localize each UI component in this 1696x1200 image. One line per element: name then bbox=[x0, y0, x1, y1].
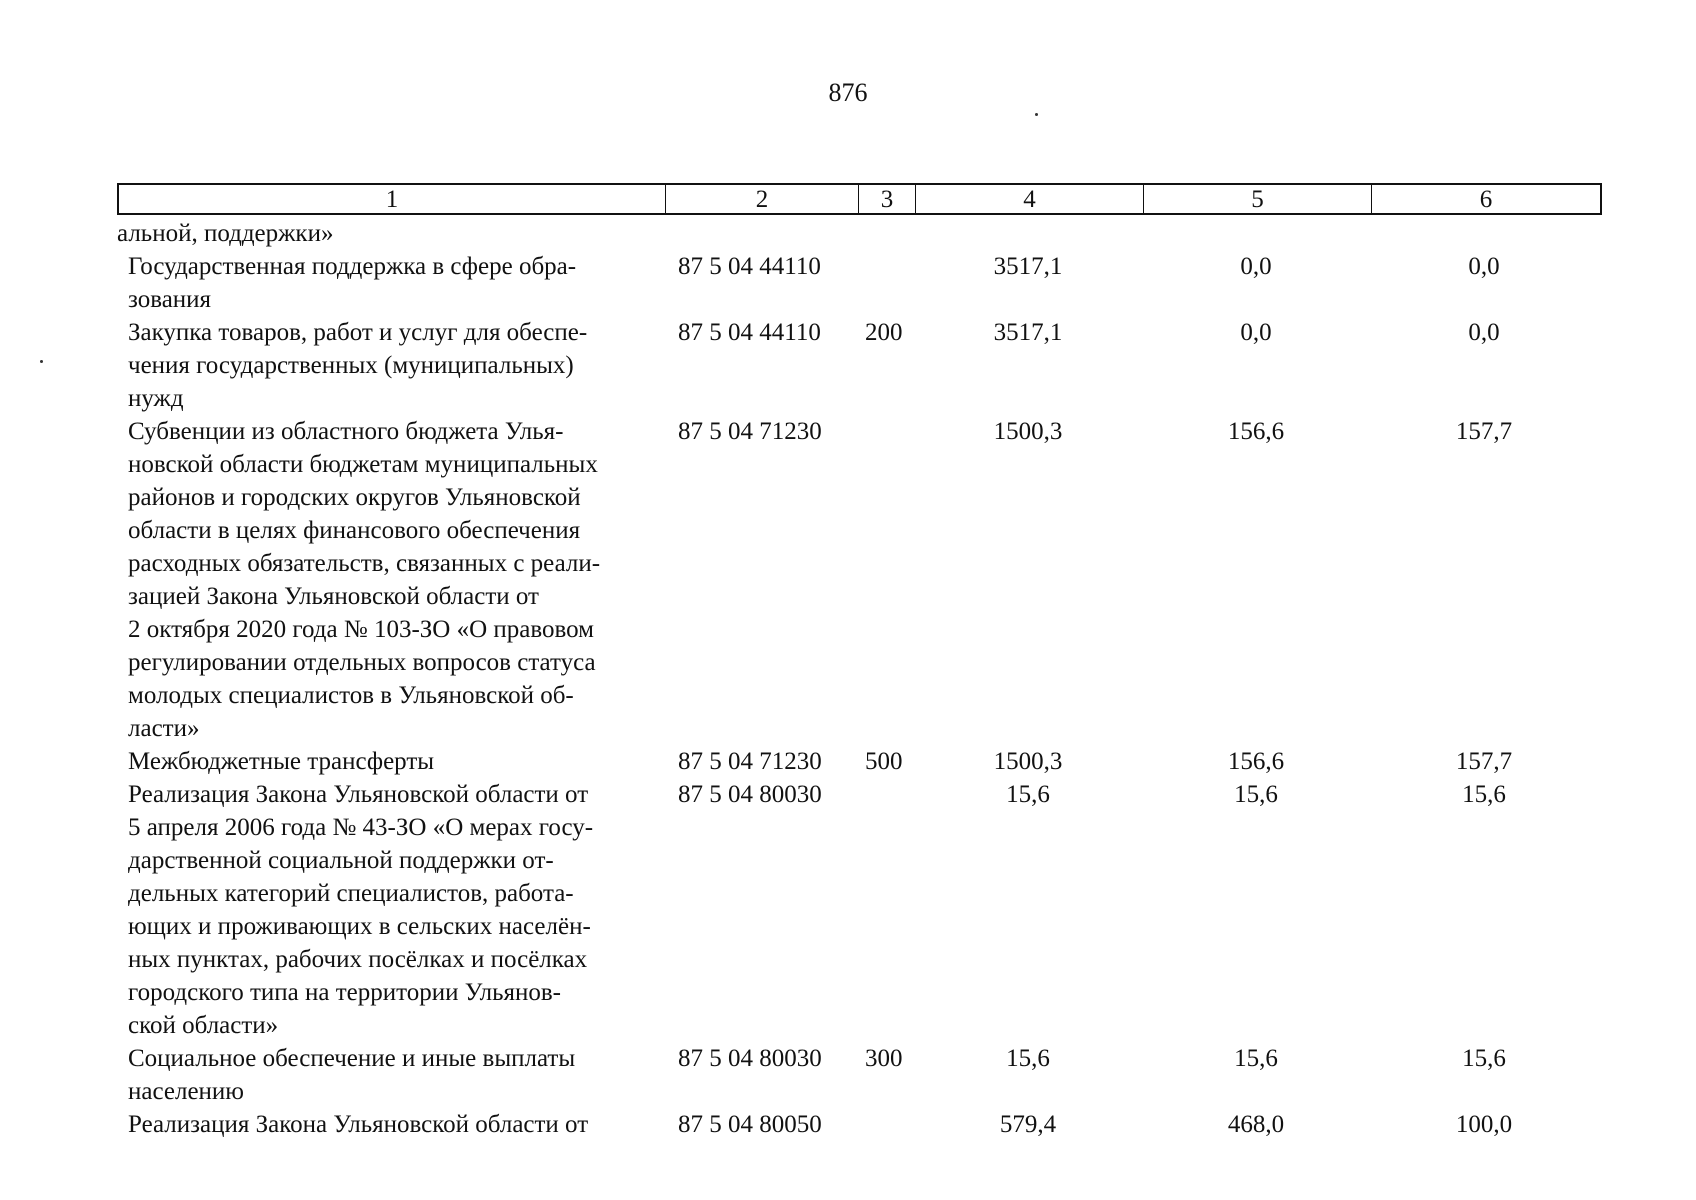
row-name-line: дарственной социальной поддержки от- bbox=[128, 847, 554, 874]
table-header bbox=[117, 183, 1602, 215]
row-code: 87 5 04 71230 bbox=[678, 748, 822, 775]
row-value-col6: 15,6 bbox=[1462, 1045, 1506, 1072]
table-row bbox=[117, 778, 1602, 1042]
row-name-line: 2 октября 2020 года № 103-ЗО «О правовом bbox=[128, 616, 595, 643]
row-name bbox=[117, 415, 664, 745]
row-name bbox=[117, 217, 653, 250]
row-name-line: зования bbox=[128, 286, 212, 313]
row-name-line: Реализация Закона Ульяновской области от bbox=[128, 1111, 589, 1138]
row-expense-type bbox=[857, 1108, 914, 1141]
row-name-line: области в целях финансового обеспечения bbox=[128, 517, 581, 544]
table-body bbox=[117, 217, 1602, 1141]
row-value-col4: 1500,3 bbox=[993, 418, 1063, 445]
row-name bbox=[117, 316, 664, 415]
table-row bbox=[117, 415, 1602, 745]
row-code: 87 5 04 80050 bbox=[678, 1111, 822, 1138]
row-name-line: Межбюджетные трансферты bbox=[128, 748, 435, 775]
row-expense-type: 500 bbox=[865, 748, 903, 775]
page-number: 876 bbox=[828, 78, 868, 107]
row-name bbox=[117, 250, 664, 316]
row-value-col6 bbox=[1359, 217, 1587, 250]
row-value-col6: 15,6 bbox=[1462, 781, 1506, 808]
row-expense-type: 300 bbox=[865, 1045, 903, 1072]
header-col-4: 4 bbox=[916, 185, 1144, 213]
table-row bbox=[117, 316, 1602, 415]
row-name-line: чения государственных (муниципальных) bbox=[128, 352, 574, 379]
row-code: 87 5 04 80030 bbox=[678, 1045, 822, 1072]
row-name bbox=[117, 778, 664, 1042]
row-name-line: молодых специалистов в Ульяновской об- bbox=[128, 682, 574, 709]
row-name-line: ласти» bbox=[128, 715, 200, 742]
row-name-line: новской области бюджетам муниципальных bbox=[128, 451, 598, 478]
row-name-line: Государственная поддержка в сфере обра- bbox=[128, 253, 577, 280]
row-name-line: ской области» bbox=[128, 1012, 279, 1039]
row-name-line: населению bbox=[128, 1078, 244, 1105]
row-code: 87 5 04 80030 bbox=[678, 781, 822, 808]
row-expense-type bbox=[857, 250, 914, 316]
scan-speck bbox=[40, 360, 43, 363]
row-value-col5: 15,6 bbox=[1234, 1045, 1278, 1072]
row-value-col6: 0,0 bbox=[1468, 253, 1500, 280]
row-value-col4: 3517,1 bbox=[993, 253, 1063, 280]
row-name-line: ющих и проживающих в сельских населён- bbox=[128, 913, 591, 940]
row-name-line: зацией Закона Ульяновской области от bbox=[128, 583, 539, 610]
row-name-line: городского типа на территории Ульянов- bbox=[128, 979, 562, 1006]
row-name bbox=[117, 1108, 664, 1141]
row-value-col5: 468,0 bbox=[1227, 1111, 1285, 1138]
table-row bbox=[117, 1108, 1602, 1141]
row-value-col4: 15,6 bbox=[1006, 781, 1050, 808]
row-value-col4: 3517,1 bbox=[993, 319, 1063, 346]
row-code bbox=[653, 217, 846, 250]
scan-speck bbox=[1035, 113, 1038, 116]
table-row bbox=[117, 217, 1602, 250]
row-value-col6: 100,0 bbox=[1455, 1111, 1513, 1138]
row-value-col5: 156,6 bbox=[1227, 418, 1285, 445]
row-name bbox=[117, 1042, 664, 1108]
row-value-col5: 0,0 bbox=[1240, 319, 1272, 346]
row-name-line: расходных обязательств, связанных с реали- bbox=[128, 550, 601, 577]
row-value-col4: 1500,3 bbox=[993, 748, 1063, 775]
header-col-3: 3 bbox=[859, 185, 916, 213]
row-value-col5: 0,0 bbox=[1240, 253, 1272, 280]
row-expense-type bbox=[846, 217, 903, 250]
row-expense-type bbox=[857, 778, 914, 1042]
row-name-line: нужд bbox=[128, 385, 184, 412]
row-expense-type: 200 bbox=[865, 319, 903, 346]
row-expense-type bbox=[857, 415, 914, 745]
row-value-col5 bbox=[1131, 217, 1359, 250]
row-value-col4: 579,4 bbox=[999, 1111, 1057, 1138]
table-row bbox=[117, 745, 1602, 778]
row-name-line: Закупка товаров, работ и услуг для обеспе- bbox=[128, 319, 588, 346]
row-name-line: 5 апреля 2006 года № 43-ЗО «О мерах госу- bbox=[128, 814, 594, 841]
row-code: 87 5 04 44110 bbox=[678, 253, 821, 280]
row-name-line: альной, поддержки» bbox=[117, 220, 334, 247]
row-value-col4 bbox=[903, 217, 1131, 250]
table-row bbox=[117, 250, 1602, 316]
row-name bbox=[117, 745, 664, 778]
row-code: 87 5 04 44110 bbox=[678, 319, 821, 346]
row-name-line: регулировании отдельных вопросов статуса bbox=[128, 649, 596, 676]
header-col-5: 5 bbox=[1144, 185, 1372, 213]
header-col-2: 2 bbox=[666, 185, 859, 213]
header-col-6: 6 bbox=[1479, 186, 1493, 213]
row-name-line: районов и городских округов Ульяновской bbox=[128, 484, 581, 511]
header-col-1: 1 bbox=[119, 185, 666, 213]
row-value-col6: 157,7 bbox=[1455, 418, 1513, 445]
row-name-line: дельных категорий специалистов, работа- bbox=[128, 880, 574, 907]
row-code: 87 5 04 71230 bbox=[678, 418, 822, 445]
row-name-line: Реализация Закона Ульяновской области от bbox=[128, 781, 589, 808]
row-value-col6: 0,0 bbox=[1468, 319, 1500, 346]
row-name-line: Субвенции из областного бюджета Улья- bbox=[128, 418, 564, 445]
row-value-col5: 156,6 bbox=[1227, 748, 1285, 775]
row-value-col4: 15,6 bbox=[1006, 1045, 1050, 1072]
table-row bbox=[117, 1042, 1602, 1108]
row-name-line: Социальное обеспечение и иные выплаты bbox=[128, 1045, 576, 1072]
row-name-line: ных пунктах, рабочих посёлках и посёлках bbox=[128, 946, 588, 973]
row-value-col6: 157,7 bbox=[1455, 748, 1513, 775]
row-value-col5: 15,6 bbox=[1234, 781, 1278, 808]
